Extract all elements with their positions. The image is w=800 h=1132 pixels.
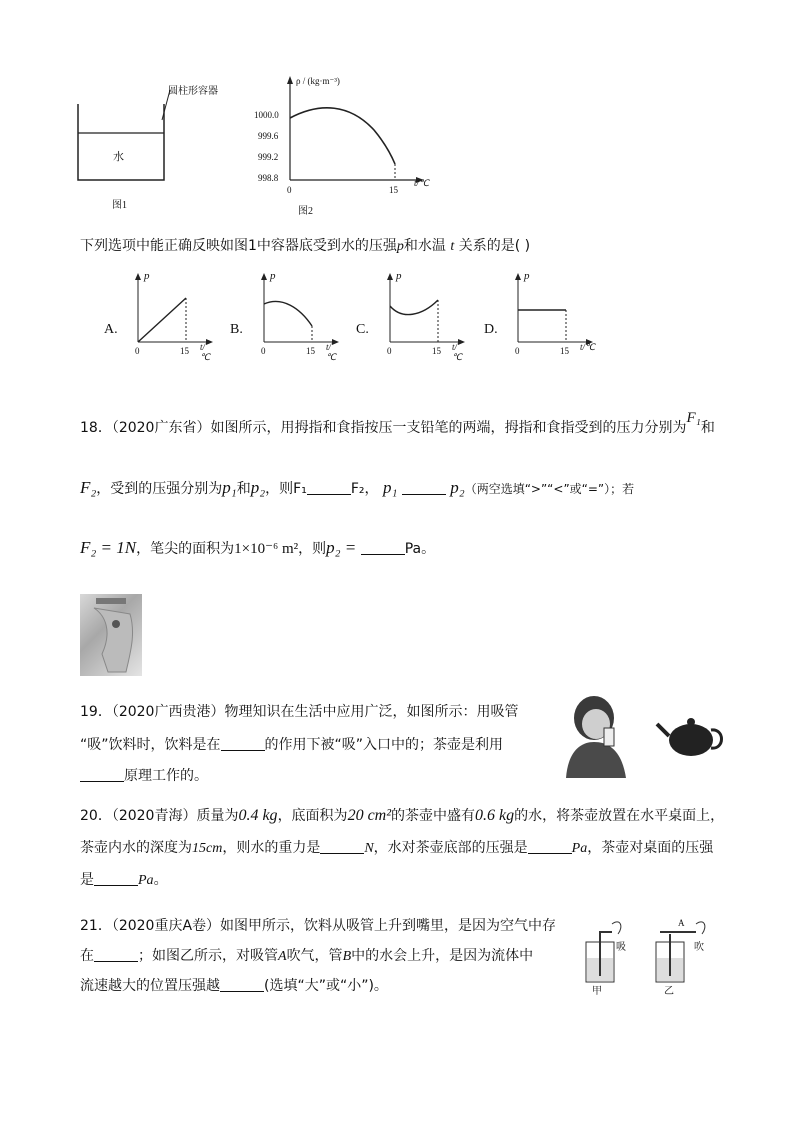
pencil-photo [80, 594, 142, 676]
option-b-x0: 0 [261, 346, 266, 356]
figure-1-caption: 图1 [112, 200, 127, 211]
option-b-xlabel: t/℃ [326, 342, 337, 362]
answer-blank-7[interactable] [528, 839, 572, 854]
label-xi: 吸 [616, 942, 626, 953]
q19-line1: 19．（2020广西贵港）物理知识在生活中应用广泛，如图所示：用吸管 [80, 704, 519, 720]
option-a-x15: 15 [180, 346, 189, 356]
x-axis-label: t/℃ [414, 178, 430, 188]
container-diagram [70, 80, 270, 220]
figure-2 [250, 72, 450, 222]
option-c-xlabel: t/℃ [452, 342, 463, 362]
boy-sketch [560, 692, 632, 778]
q21-line2: 在 ；如图乙所示，对吸管A吹气，管B中的水会上升，是因为流体中 [80, 948, 534, 964]
q19-line3: 原理工作的。 [80, 766, 208, 786]
label-A: A [678, 918, 685, 928]
q21-line1: 21．（2020重庆A卷）如图甲所示，饮料从吸管上升到嘴里，是因为空气中存 [80, 918, 557, 934]
answer-blank-3[interactable] [361, 540, 405, 555]
answer-blank-1[interactable] [307, 480, 351, 495]
teapot-image [655, 710, 725, 760]
label-yi: 乙 [664, 986, 674, 997]
option-a-ylabel: p [144, 270, 150, 282]
q20-line2: 茶壶内水的深度为15cm，则水的重力是 N，水对茶壶底部的压强是 Pa，茶壶对桌面的压强 [80, 840, 714, 856]
option-d-chart [510, 270, 594, 350]
option-d-x15: 15 [560, 346, 569, 356]
option-a-x0: 0 [135, 346, 140, 356]
answer-blank-6[interactable] [320, 839, 364, 854]
y-tick-3: 999.2 [258, 152, 279, 162]
q18-line1: 18．（2020广东省）如图所示，用拇指和食指按压一支铅笔的两端，拇指和食指受到的压力分别为F₁和 [80, 410, 715, 436]
option-c-ylabel: p [396, 270, 402, 282]
option-c[interactable] [356, 270, 466, 360]
option-c-x0: 0 [387, 346, 392, 356]
y-tick-4: 998.8 [258, 173, 279, 183]
x-tick-0: 0 [287, 185, 292, 195]
teapot-sketch [655, 710, 725, 760]
drinking-boy-image [560, 692, 632, 778]
option-letter: A. [104, 322, 118, 337]
option-c-x15: 15 [432, 346, 441, 356]
hand-pencil-sketch [80, 594, 142, 676]
option-b-chart [256, 270, 340, 350]
q18-line2: F₂，受到的压强分别为p₁和p₂，则F₁ F₂， p₁ p₂（两空选填“>”“<”或“=”）；若 [80, 478, 635, 497]
figure-1 [70, 80, 270, 220]
option-d-x0: 0 [515, 346, 520, 356]
answer-blank-2[interactable] [402, 480, 446, 495]
option-letter: B. [230, 322, 243, 337]
option-a[interactable] [104, 270, 214, 360]
option-a-chart [130, 270, 214, 350]
option-b-ylabel: p [270, 270, 276, 282]
q20-line1: 20．（2020青海）质量为0.4 kg，底面积为20 cm²的茶壶中盛有0.6 kg的水，将茶壶放置在水平桌面上， [80, 807, 725, 824]
option-c-chart [382, 270, 466, 350]
q21-line3: 流速越大的位置压强越 (选填“大”或“小”)。 [80, 978, 388, 994]
option-letter: D. [484, 322, 498, 337]
option-d-ylabel: p [524, 270, 530, 282]
label-jia: 甲 [592, 986, 602, 997]
q20-line3: 是 Pa。 [80, 872, 168, 888]
straw-figure [578, 912, 728, 996]
option-a-xlabel: t/℃ [200, 342, 211, 362]
answer-blank-4[interactable] [221, 736, 265, 751]
q18-line3: F₂ = 1N，笔尖的面积为1×10⁻⁶ m²，则p₂ = Pa。 [80, 538, 436, 557]
label-chui: 吹 [694, 942, 704, 953]
y-tick-2: 999.6 [258, 131, 279, 141]
water-label: 水 [113, 151, 124, 163]
option-d-xlabel: t/℃ [580, 342, 596, 352]
option-d[interactable] [484, 270, 600, 360]
option-b-x15: 15 [306, 346, 315, 356]
y-tick-1: 1000.0 [254, 110, 279, 120]
y-axis-label: ρ / (kg·m⁻³) [296, 76, 340, 86]
option-letter: C. [356, 322, 369, 337]
q19-line2: “吸”饮料时，饮料是在 的作用下被“吸”入口中的；茶壶是利用 [80, 737, 504, 753]
x-tick-15: 15 [389, 185, 398, 195]
answer-blank-5[interactable] [80, 767, 124, 782]
answer-blank-9[interactable] [94, 947, 138, 962]
container-label: 圆柱形容器 [168, 86, 218, 97]
figure-2-caption: 图2 [298, 206, 313, 217]
density-chart [250, 72, 450, 222]
answer-blank-10[interactable] [220, 977, 264, 992]
answer-blank-8[interactable] [94, 871, 138, 886]
q17-stem: 下列选项中能正确反映如图1中容器底受到水的压强p和水温 t 关系的是( ) [80, 238, 531, 254]
option-b[interactable] [230, 270, 340, 360]
